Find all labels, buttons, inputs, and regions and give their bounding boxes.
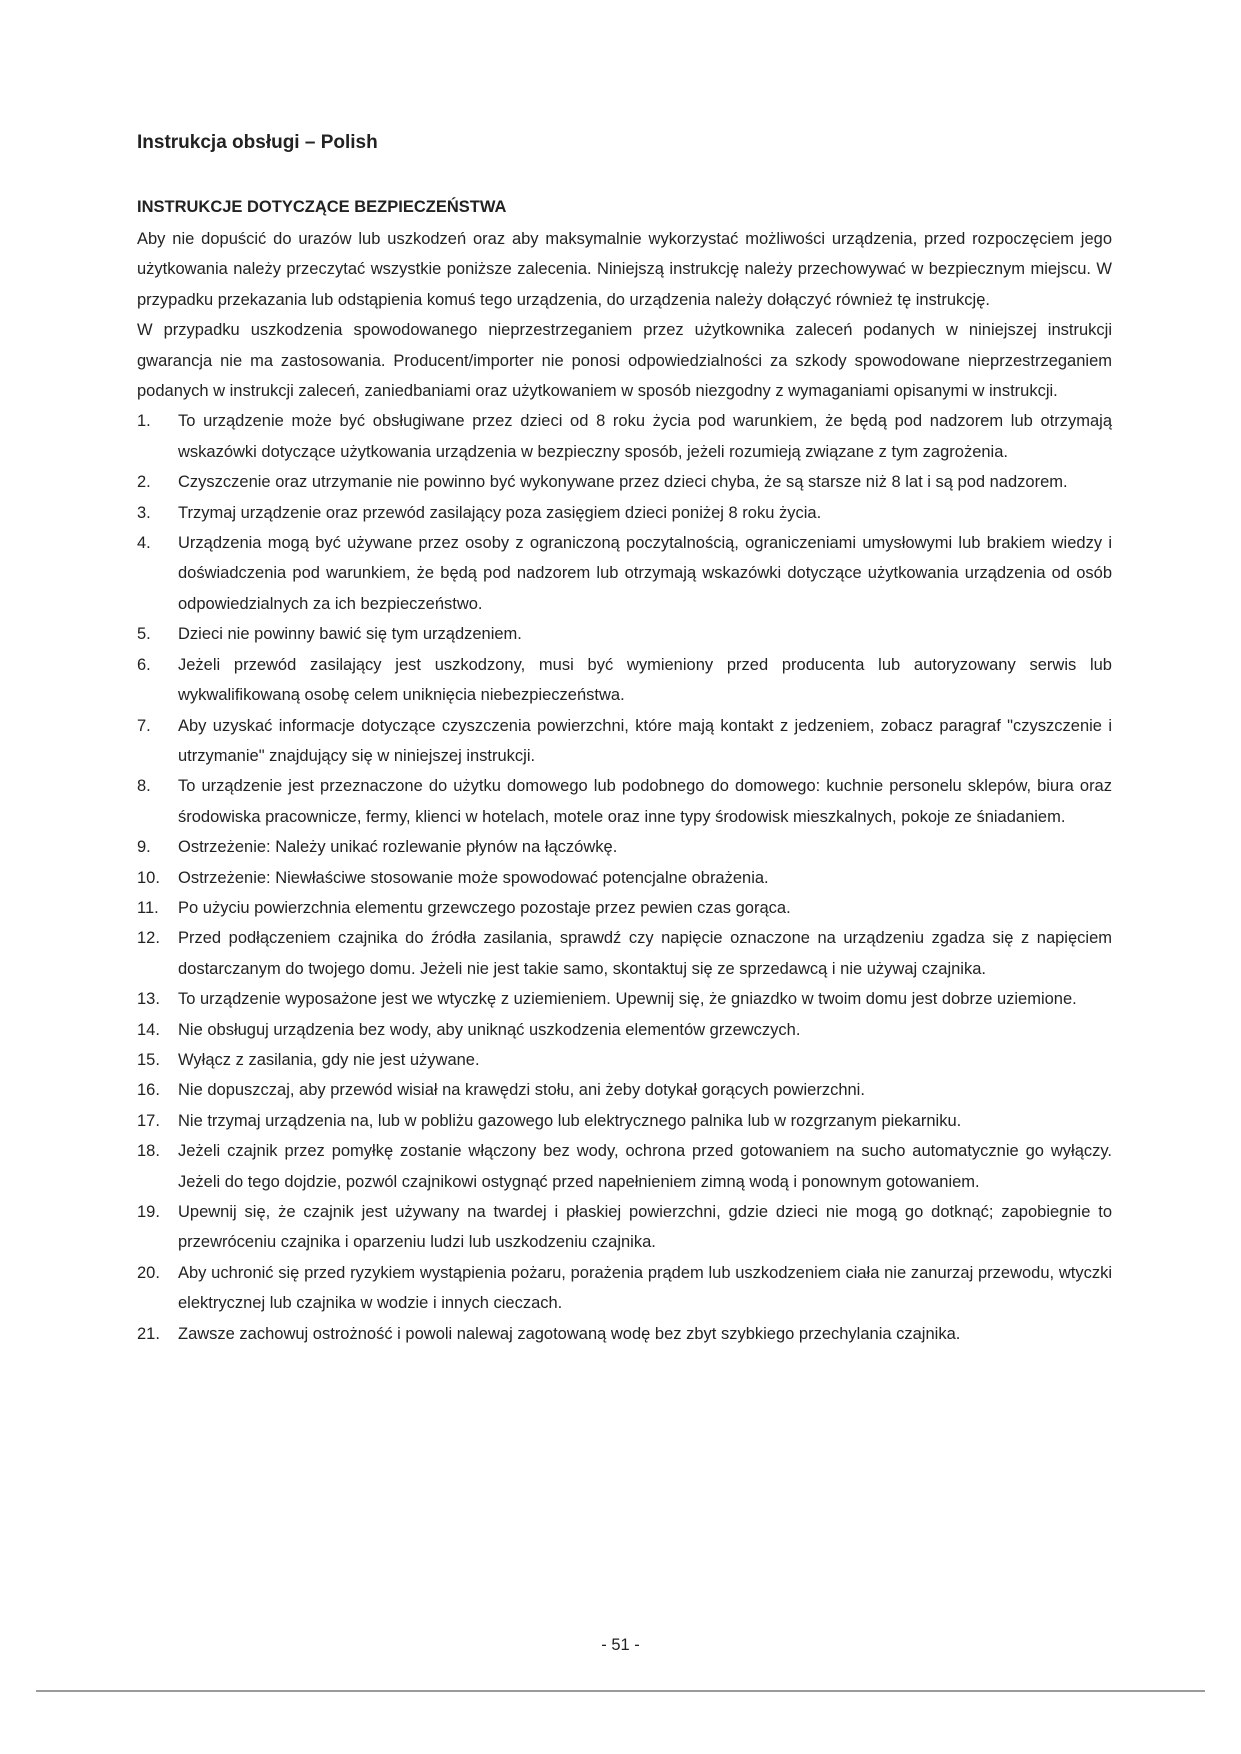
item-text: Wyłącz z zasilania, gdy nie jest używane. [178,1050,480,1069]
item-text: Po użyciu powierzchnia elementu grzewczego pozostaje przez pewien czas gorąca. [178,898,791,917]
list-item [137,1258,1112,1319]
item-number: 10. [137,868,160,887]
item-number: 9. [137,838,151,857]
item-number: 8. [137,777,151,796]
list-item [137,1045,1112,1075]
item-text: To urządzenie wyposażone jest we wtyczkę z uziemieniem. Upewnij się, że gniazdko w twoim domu jest dobrze uziemione. [178,990,1077,1009]
list-item [137,498,1112,528]
item-number: 1. [137,412,151,431]
item-number: 15. [137,1050,160,1069]
footer-divider [36,1690,1205,1692]
item-text: Ostrzeżenie: Niewłaściwe stosowanie może spowodować potencjalne obrażenia. [178,868,769,887]
list-item [137,863,1112,893]
list-item [137,1136,1112,1197]
item-text: Nie obsługuj urządzenia bez wody, aby uniknąć uszkodzenia elementów grzewczych. [178,1020,801,1039]
safety-instructions-list [137,406,1112,1349]
list-item [137,1319,1112,1349]
item-number: 5. [137,625,151,644]
list-item [137,528,1112,619]
item-text: Nie dopuszczaj, aby przewód wisiał na krawędzi stołu, ani żeby dotykał gorących powierzchni. [178,1081,865,1100]
item-number: 7. [137,716,151,735]
warranty-paragraph: W przypadku uszkodzenia spowodowanego nieprzestrzeganiem przez użytkownika zaleceń podanych w niniejszej instrukcji gwarancja nie ma zastosowania. Producent/importer nie ponosi odpowiedzialności za szkody spowodowane nieprzestrzeganiem podanych w instrukcji zaleceń, zaniedbaniami oraz użytkowaniem w sposób niezgodny z wymaganiami opisanymi w instrukcji. [137,321,1112,401]
item-text: Upewnij się, że czajnik jest używany na twardej i płaskiej powierzchni, gdzie dzieci nie mogą go dotknąć; zapobiegnie to przewróceniu czajnika i oparzeniu ludzi lub uszkodzeniu czajnika. [178,1203,1112,1252]
list-item [137,832,1112,862]
item-number: 2. [137,473,151,492]
item-number: 3. [137,503,151,522]
item-text: Jeżeli czajnik przez pomyłkę zostanie włączony bez wody, ochrona przed gotowaniem na sucho automatycznie go wyłączy. Jeżeli do tego dojdzie, pozwól czajnikowi ostygnąć przed napełnieniem zimną wodą i ponownym gotowaniem. [178,1142,1112,1191]
section-heading: INSTRUKCJE DOTYCZĄCE BEZPIECZEŃSTWA [137,198,507,216]
list-item [137,771,1112,832]
page-number: - 51 - [601,1636,640,1654]
list-item [137,923,1112,984]
item-number: 20. [137,1263,160,1282]
list-item [137,650,1112,711]
item-text: Urządzenia mogą być używane przez osoby z ograniczoną poczytalnością, ograniczeniami umysłowymi lub brakiem wiedzy i doświadczenia pod warunkiem, że będą pod nadzorem lub otrzymają wskazówki dotyczące użytkowania urządzenia od osób odpowiedzialnych za ich bezpieczeństwo. [178,534,1112,613]
list-item [137,893,1112,923]
item-text: Czyszczenie oraz utrzymanie nie powinno być wykonywane przez dzieci chyba, że są starsze niż 8 lat i są pod nadzorem. [178,473,1068,492]
item-number: 13. [137,990,160,1009]
item-text: Aby uchronić się przed ryzykiem wystąpienia pożaru, porażenia prądem lub uszkodzeniem ciała nie zanurzaj przewodu, wtyczki elektrycznej lub czajnika w wodzie i innych cieczach. [178,1263,1112,1313]
item-number: 17. [137,1111,160,1130]
list-item [137,1106,1112,1136]
item-text: Trzymaj urządzenie oraz przewód zasilający poza zasięgiem dzieci poniżej 8 roku życia. [178,503,822,522]
item-text: To urządzenie jest przeznaczone do użytku domowego lub podobnego do domowego: kuchnie personelu sklepów, biura oraz środowiska pracownicze, fermy, klienci w hotelach, motele oraz inne typy środowisk mieszkalnych, pokoje ze śniadaniem. [178,777,1112,826]
item-number: 19. [137,1203,160,1221]
item-number: 18. [137,1142,160,1161]
list-item [137,619,1112,649]
item-text: Zawsze zachowuj ostrożność i powoli nalewaj zagotowaną wodę bez zbyt szybkiego przechylania czajnika. [178,1324,961,1343]
item-number: 6. [137,655,151,674]
item-number: 21. [137,1324,160,1343]
list-item [137,1015,1112,1045]
document-title: Instrukcja obsługi – Polish [137,132,378,153]
item-text: Nie trzymaj urządzenia na, lub w pobliżu gazowego lub elektrycznego palnika lub w rozgrzanym piekarniku. [178,1111,962,1130]
item-number: 14. [137,1020,160,1039]
item-number: 12. [137,929,160,948]
list-item [137,711,1112,772]
item-text: Jeżeli przewód zasilający jest uszkodzony, musi być wymieniony przed producenta lub autoryzowany serwis lub wykwalifikowaną osobę celem uniknięcia niebezpieczeństwa. [178,655,1112,705]
item-text: To urządzenie może być obsługiwane przez dzieci od 8 roku życia pod warunkiem, że będą pod nadzorem lub otrzymają wskazówki dotyczące użytkowania urządzenia w bezpieczny sposób, jeżeli rozumieją związane z tym zagrożenia. [178,412,1112,461]
document-page [137,130,1112,1349]
item-number: 11. [137,898,159,917]
list-item [137,1197,1112,1258]
list-item [137,467,1112,497]
item-number: 16. [137,1081,160,1100]
item-text: Przed podłączeniem czajnika do źródła zasilania, sprawdź czy napięcie oznaczone na urządzeniu zgadza się z napięciem dostarczanym do twojego domu. Jeżeli nie jest takie samo, skontaktuj się ze sprzedawcą i nie używaj czajnika. [178,929,1112,978]
item-text: Dzieci nie powinny bawić się tym urządzeniem. [178,625,522,644]
list-item [137,984,1112,1014]
item-text: Ostrzeżenie: Należy unikać rozlewanie płynów na łączówkę. [178,838,618,857]
item-number: 4. [137,534,151,553]
item-text: Aby uzyskać informacje dotyczące czyszczenia powierzchni, które mają kontakt z jedzeniem, zobacz paragraf "czyszczenie i utrzymanie" znajdujący się w niniejszej instrukcji. [178,716,1112,765]
intro-paragraph: Aby nie dopuścić do urazów lub uszkodzeń oraz aby maksymalnie wykorzystać możliwości urządzenia, przed rozpoczęciem jego użytkowania należy przeczytać wszystkie poniższe zalecenia. Niniejszą instrukcję należy przechowywać w bezpiecznym miejscu. W przypadku przekazania lub odstąpienia komuś tego urządzenia, do urządzenia należy dołączyć również tę instrukcję. [137,230,1112,309]
list-item [137,406,1112,467]
list-item [137,1075,1112,1105]
